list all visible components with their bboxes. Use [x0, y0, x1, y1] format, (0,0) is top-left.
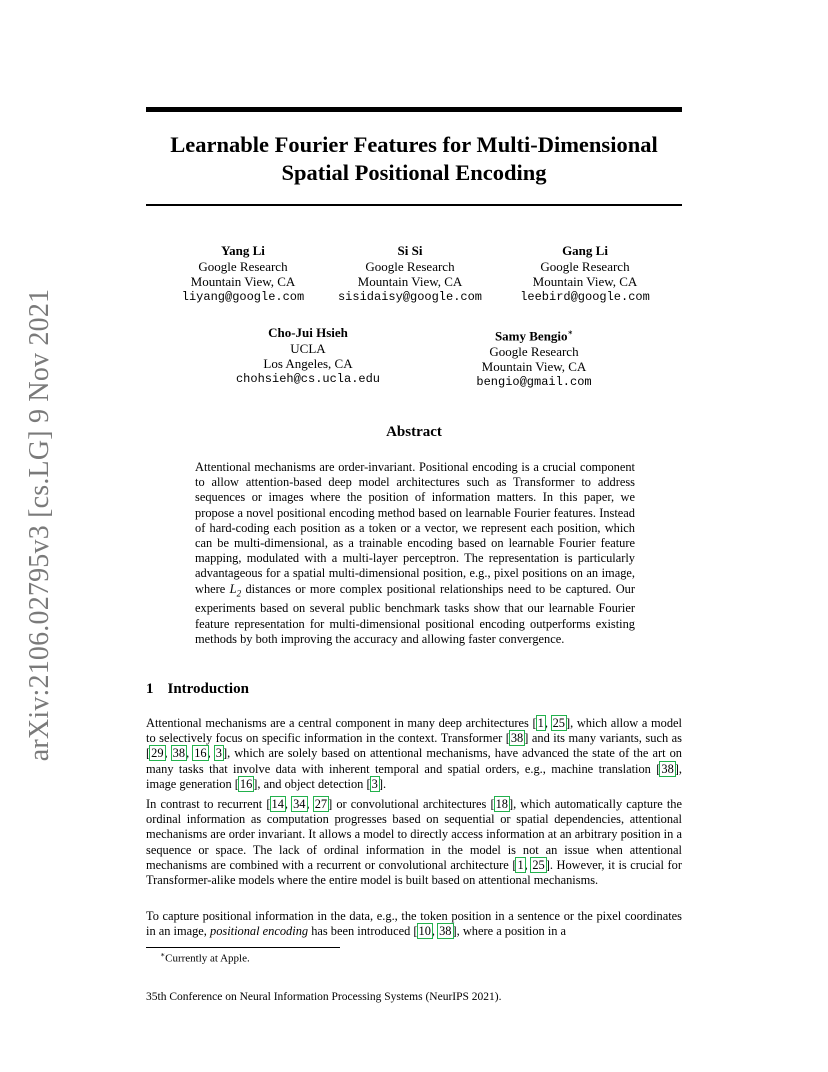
footnote-text: Currently at Apple.: [165, 952, 250, 965]
author-email[interactable]: liyang@google.com: [181, 289, 305, 304]
footnote-marker: ∗: [160, 950, 166, 959]
citation-link[interactable]: 25: [552, 716, 565, 730]
citation-link[interactable]: 16: [239, 776, 253, 791]
author-affiliation: UCLA: [290, 340, 326, 356]
emphasized-term: positional encoding: [210, 924, 309, 939]
title-line-2: Spatial Positional Encoding: [281, 160, 547, 185]
citation-link[interactable]: 16: [194, 746, 207, 761]
abstract-text: Attentional mechanisms are order-invariant. Positional encoding is a crucial component to allow attention-based deep model architectures such as Transformer to address sequences or images where the position of information matters. In this paper, we propose a novel positional encoding method based on learnable Fourier features. Instead of hard-coding each position as a token or a vector, we represent each position, which can be multi-dimensional, as a trainable encoding based on learnable Fourier feature mapping, modulated with a multi-layer perceptron. The representation is particularly advantageous for a spatial multi-dimensional position, e.g., pixel positions on an image, where $L_2$ distances or more complex positional relationships need to be captured. Our experiments based on several public benchmark tasks show that our learnable Fourier feature representation for multi-dimensional positional encoding outperforms existing methods by both improving the accuracy and allowing faster convergence.: [195, 460, 636, 646]
conference-note: 35th Conference on Neural Information Processing Systems (NeurIPS 2021).: [146, 991, 502, 1003]
author-name: Samy Bengio∗: [494, 328, 574, 344]
citation-link[interactable]: 18: [495, 797, 508, 811]
author-affiliation: Google Research: [540, 258, 630, 274]
section-number: 1: [146, 681, 154, 697]
citation-link[interactable]: 38: [172, 746, 186, 761]
author-block: [198, 325, 418, 387]
citation-link[interactable]: 38: [661, 761, 674, 776]
footnote-rule: [146, 947, 340, 948]
paragraph: In contrast to recurrent [14, 34, 27] or convolutional architectures [18], which automatically capture the ordinal information as computation progresses based on sequential or spatial dependencies, attentional mechanisms are order invariant. It allows a model to directly access information at an arbitrary position in a sequence or space. The lack of ordinal information in the model is not an issue when attentional mechanisms are combined with a recurrent or convolutional architecture [1, 25]. However, it is crucial for Transformer-alike models where the entire model is built based on attentional mechanisms.: [146, 797, 682, 888]
arxiv-stamp: arXiv:2106.02795v3 [cs.LG] 9 Nov 2021: [24, 288, 55, 762]
citation-link[interactable]: 14: [271, 797, 284, 811]
author-email[interactable]: bengio@gmail.com: [476, 374, 592, 389]
citation-link[interactable]: 3: [215, 746, 222, 761]
section-heading: [146, 681, 249, 698]
footnote-marker[interactable]: ∗: [567, 328, 574, 337]
math-symbol: $L_2$: [229, 581, 242, 599]
author-name: Gang Li: [562, 243, 608, 258]
title-top-rule: [146, 107, 682, 112]
author-email[interactable]: sisidaisy@google.com: [337, 289, 483, 304]
author-affiliation: Google Research: [198, 258, 288, 274]
paragraph: Attentional mechanisms are a central component in many deep architectures [1, 25], which allow a model to selectively focus on specific information in the context. Transformer [38] and its many variants, such as [29, 38, 16, 3], which are solely based on attentional mechanisms, have advanced the state of the art on many tasks that involve data with inherent temporal and spatial orders, e.g., machine translation [38], image generation [16], and object detection [3].: [146, 716, 682, 791]
citation-link[interactable]: 27: [314, 797, 328, 811]
title-bottom-rule: [146, 204, 682, 206]
footnote: [160, 950, 250, 965]
citation-link[interactable]: 38: [510, 731, 524, 746]
section-title: Introduction: [167, 681, 249, 697]
author-affiliation: Google Research: [365, 258, 455, 274]
citation-link[interactable]: 25: [532, 857, 545, 872]
author-location: Los Angeles, CA: [263, 356, 353, 371]
author-location: Mountain View, CA: [481, 359, 587, 375]
author-location: Mountain View, CA: [532, 274, 638, 289]
citation-link[interactable]: 29: [151, 746, 164, 761]
author-name: Si Si: [397, 243, 423, 258]
author-name: Cho-Jui Hsieh: [268, 325, 348, 340]
author-location: Mountain View, CA: [190, 274, 296, 289]
author-affiliation: Google Research: [489, 343, 579, 359]
paper-title: [146, 131, 682, 187]
citation-link[interactable]: 10: [418, 924, 431, 939]
author-email[interactable]: chohsieh@cs.ucla.edu: [235, 371, 381, 386]
citation-link[interactable]: 1: [537, 716, 544, 730]
citation-link[interactable]: 34: [293, 797, 306, 811]
paragraph: To capture positional information in the data, e.g., the token position in a sentence or the pixel coordinates in an image, positional encoding has been introduced [10, 38], where a position in a: [146, 909, 682, 939]
author-name: Yang Li: [221, 243, 265, 258]
citation-link[interactable]: 3: [371, 776, 378, 791]
author-block: [475, 243, 695, 305]
author-block: [424, 325, 644, 390]
citation-link[interactable]: 1: [517, 857, 524, 872]
title-line-1: Learnable Fourier Features for Multi-Dimensional: [170, 132, 658, 157]
author-location: Mountain View, CA: [357, 274, 463, 289]
citation-link[interactable]: 38: [439, 924, 452, 939]
author-email[interactable]: leebird@google.com: [520, 289, 650, 304]
abstract-heading: Abstract: [386, 424, 442, 440]
